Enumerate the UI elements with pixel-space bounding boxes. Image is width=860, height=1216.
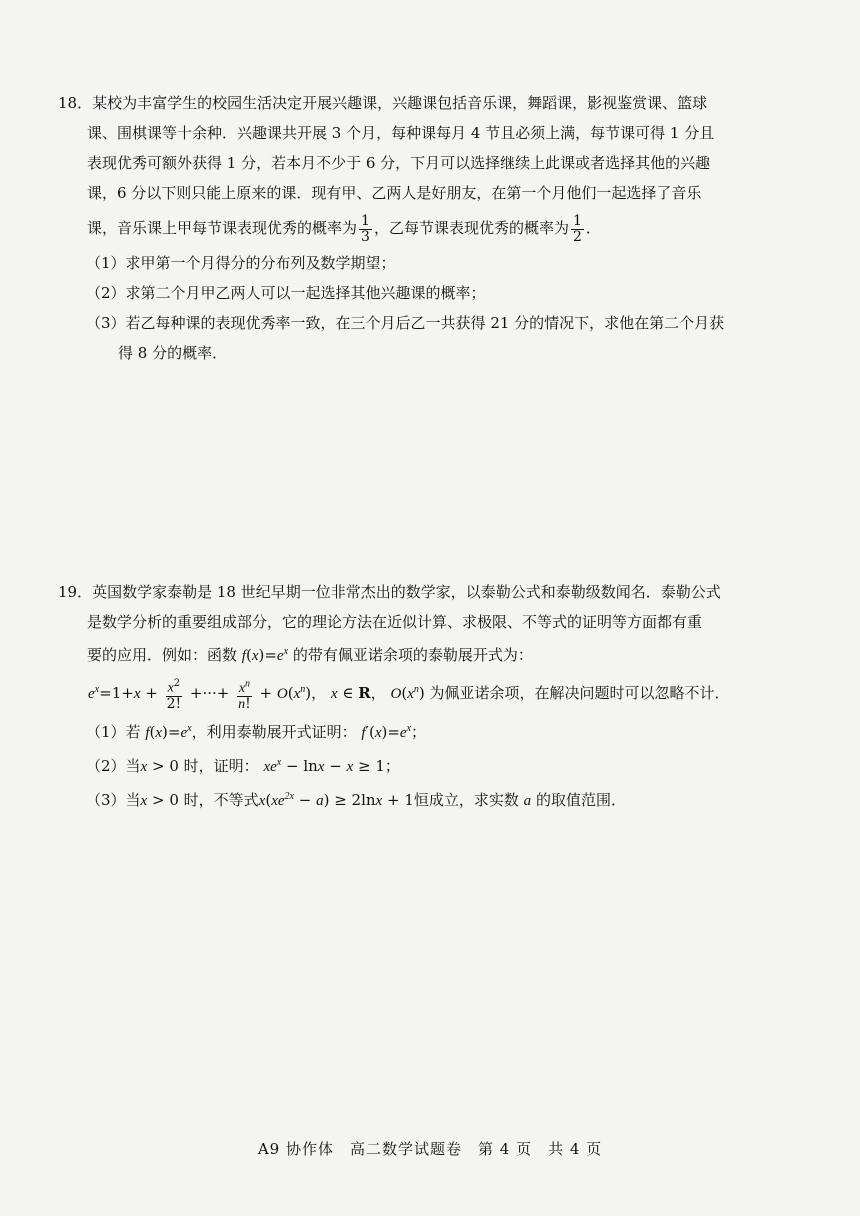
function-f-definition: f bbox=[241, 648, 246, 664]
problem-18-question-3: （3）若乙每种课的表现优秀率一致，在三个月后乙一共获得 21 分的情况下，求他在第二个月获 bbox=[86, 314, 725, 332]
fraction-one-half: $\frac{1}{2}$ bbox=[572, 212, 582, 245]
problem-18-line-5: 课，音乐课上甲每节课表现优秀的概率为 $\frac{1}{3}$ ，乙每节课表现优秀的概率为 $\frac{1}{2}$ ． bbox=[87, 212, 601, 245]
problem-18-line-3: 表现优秀可额外获得 1 分，若本月不少于 6 分，下月可以选择继续上此课或者选择其他的兴趣 bbox=[87, 154, 711, 172]
problem-18-line-2: 课、围棋课等十余种．兴趣课共开展 3 个月，每种课每月 4 节且必须上满，每节课可得 1 分且 bbox=[87, 124, 715, 142]
problem-19-line-1: 19．英国数学家泰勒是 18 世纪早期一位非常杰出的数学家，以泰勒公式和泰勒级数闻名．泰勒公式 bbox=[58, 583, 721, 601]
problem-18 bbox=[58, 88, 808, 368]
problem-number: 19． bbox=[58, 583, 93, 601]
problem-19-question-2: （2）当x > 0 时，证明： $xe^x - \ln x - x \ge 1$； bbox=[86, 756, 400, 775]
problem-19-line-2: 是数学分析的重要组成部分，它的理论方法在近似计算、求极限、不等式的证明等方面都有重 bbox=[87, 613, 703, 631]
problem-number: 18． bbox=[58, 94, 93, 112]
fraction-one-third: $\frac{1}{3}$ bbox=[361, 212, 370, 245]
problem-18-line-4: 课，6 分以下则只能上原来的课．现有甲、乙两人是好朋友，在第一个月他们一起选择了音乐 bbox=[87, 184, 702, 202]
problem-19 bbox=[58, 577, 808, 816]
problem-19-question-1: （1）若 $f(x)=e^x$，利用泰勒展开式证明： $f'(x)=e^x$； bbox=[86, 722, 427, 741]
problem-18-question-3-cont: 得 8 分的概率． bbox=[118, 344, 228, 362]
taylor-formula: $e^x=1+x$ + $\frac{x^2}{2!}$ +···+ $\frac{x^n}{n!}$ + $O(x^n)$， x ∈ R， $O(x^n)$ 为佩亚诺余项，在解决问题时可以忽略不计． bbox=[88, 678, 730, 712]
page-footer: A9 协作体 高二数学试题卷 第 4 页 共 4 页 bbox=[257, 1140, 603, 1158]
problem-18-question-2: （2）求第二个月甲乙两人可以一起选择其他兴趣课的概率； bbox=[86, 284, 486, 302]
problem-19-line-3: 要的应用．例如：函数 $f(x)=e^x$ 的带有佩亚诺余项的泰勒展开式为： bbox=[87, 646, 533, 664]
problem-18-question-1: （1）求甲第一个月得分的分布列及数学期望； bbox=[86, 254, 396, 272]
problem-18-line-1: 18．某校为丰富学生的校园生活决定开展兴趣课，兴趣课包括音乐课，舞蹈课，影视鉴赏课、篮球 bbox=[58, 94, 708, 112]
problem-19-question-3: （3）当x > 0 时，不等式$x(xe^{2x} - a) \ge 2\ln x + 1$恒成立，求实数 a 的取值范围． bbox=[86, 790, 626, 809]
